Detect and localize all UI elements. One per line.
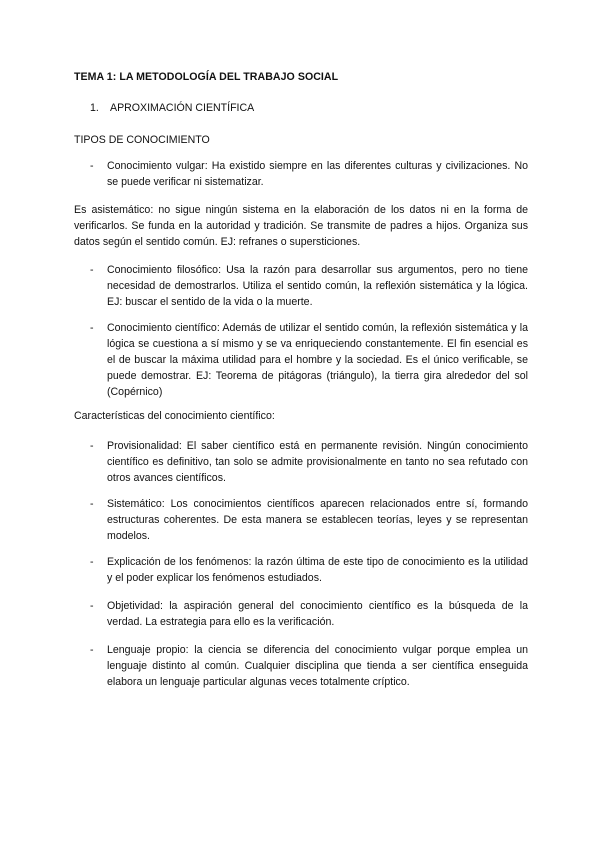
- paragraph: Es asistemático: no sigue ningún sistema en la elaboración de los datos ni en la forma de verificarlos. Se funda en la autoridad y tradición. Se transmite de padres a hijos. Organiza sus datos según el sentido común. EJ: refranes o supersticiones.: [74, 204, 528, 248]
- list-item-text: Conocimiento filosófico: Usa la razón para desarrollar sus argumentos, pero no tiene necesidad de demostrarlos. Utiliza el sentido común, la reflexión sistemática y la lógica. EJ: buscar el sentido de la vida o la muerte.: [107, 264, 528, 308]
- bullet-dash: -: [90, 160, 94, 172]
- list-item: [90, 158, 528, 190]
- section-heading: [90, 102, 254, 114]
- list-item: [90, 262, 528, 310]
- list-item-text: Conocimiento vulgar: Ha existido siempre en las diferentes culturas y civilizaciones. No se puede verificar ni sistematizar.: [107, 160, 528, 188]
- list-item: [90, 554, 528, 586]
- bullet-dash: -: [90, 498, 94, 510]
- list-item: [90, 642, 528, 690]
- bullet-dash: -: [90, 264, 94, 276]
- list-item-text: Provisionalidad: El saber científico está en permanente revisión. Ningún conocimiento científico es definitivo, tan solo se admite provisionalmente en tanto no sea refutado con otros avances científicos.: [107, 440, 528, 484]
- document-title: TEMA 1: LA METODOLOGÍA DEL TRABAJO SOCIAL: [74, 71, 339, 83]
- bullet-dash: -: [90, 322, 94, 334]
- list-item-text: Sistemático: Los conocimientos científicos aparecen relacionados entre sí, formando estructuras coherentes. De esta manera se establecen teorías, leyes y se representan modelos.: [107, 498, 528, 542]
- section-number: 1.: [90, 102, 99, 114]
- list-item-text: Conocimiento científico: Además de utilizar el sentido común, la reflexión sistemática y la lógica se cuestiona a sí mismo y se va enriqueciendo constantemente. El fin esencial es el de buscar la máxima utilidad para el hombre y la sociedad. Es el único verificable, se puede demostrar. EJ: Teorema de pitágoras (triángulo), la tierra gira alrededor del sol (Copérnico): [107, 322, 528, 398]
- list-item: [90, 598, 528, 630]
- subheading: TIPOS DE CONOCIMIENTO: [74, 134, 210, 146]
- bullet-dash: -: [90, 556, 94, 568]
- list-item-text: Explicación de los fenómenos: la razón última de este tipo de conocimiento es la utilidad y el poder explicar los fenómenos estudiados.: [107, 556, 528, 584]
- list-item: [90, 496, 528, 544]
- list-item-text: Lenguaje propio: la ciencia se diferencia del conocimiento vulgar porque emplea un lenguaje distinto al común. Cualquier disciplina que tienda a ser científica enseguida elabora un lenguaje particular algunas veces totalmente críptico.: [107, 644, 528, 688]
- list-item-text: Objetividad: la aspiración general del conocimiento científico es la búsqueda de la verdad. La estrategia para ello es la verificación.: [107, 600, 528, 628]
- list-item: [90, 320, 528, 400]
- section-label: APROXIMACIÓN CIENTÍFICA: [110, 102, 255, 114]
- bullet-dash: -: [90, 440, 94, 452]
- bullet-dash: -: [90, 600, 94, 612]
- bullet-dash: -: [90, 644, 94, 656]
- list-item: [90, 438, 528, 486]
- characteristics-heading: Características del conocimiento científico:: [74, 410, 275, 422]
